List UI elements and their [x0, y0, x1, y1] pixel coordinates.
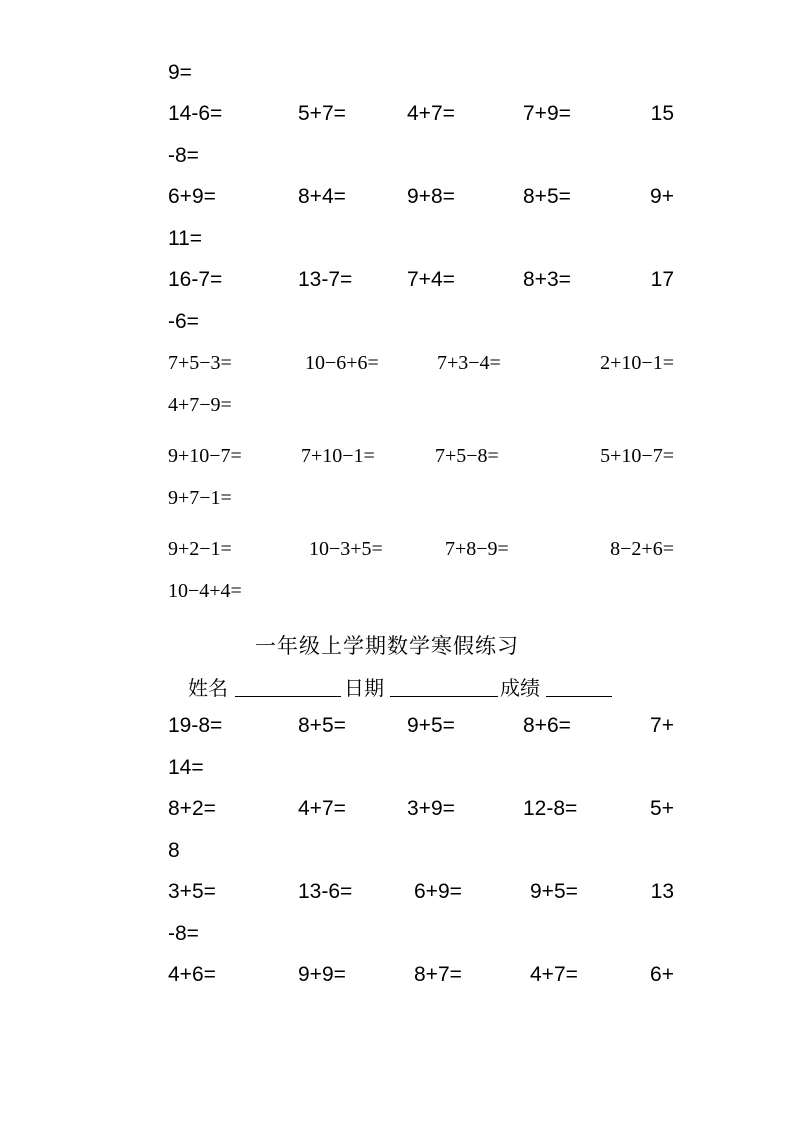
problem: 7+4=	[407, 268, 455, 291]
problem: 4+7=	[530, 963, 578, 986]
problem: 8+7=	[414, 963, 462, 986]
problem: 10−3+5=	[309, 538, 383, 560]
problem: 19-8=	[168, 714, 223, 737]
problem: 15	[650, 102, 674, 125]
problem: 8+3=	[523, 268, 571, 291]
problem: 4+7=	[407, 102, 455, 125]
problem: 5+7=	[298, 102, 346, 125]
problem: 8+5=	[523, 185, 571, 208]
worksheet-title: 一年级上学期数学寒假练习	[255, 634, 519, 658]
problem-line	[168, 714, 674, 738]
problem: 14-6=	[168, 102, 223, 125]
problem: 11=	[168, 227, 203, 250]
problem: 4+7=	[298, 797, 346, 820]
problem: 12-8=	[523, 797, 578, 820]
score-blank[interactable]	[546, 696, 612, 697]
problem: 3+5=	[168, 880, 216, 903]
problem: 17	[650, 268, 674, 291]
problem: 6+	[650, 963, 674, 986]
problem: 7+9=	[523, 102, 571, 125]
problem: 8+2=	[168, 797, 216, 820]
problem: 13	[650, 880, 674, 903]
problem-line	[168, 797, 674, 821]
problem-line	[168, 537, 674, 561]
problem: 9+8=	[407, 185, 455, 208]
problem: 14=	[168, 756, 204, 779]
problem: 3+9=	[407, 797, 455, 820]
problem-line	[168, 185, 674, 209]
problem: -8=	[168, 922, 199, 945]
name-label: 姓名	[188, 676, 228, 700]
date-blank[interactable]	[390, 696, 498, 697]
problem: 9=	[168, 61, 192, 84]
problem: 9+2−1=	[168, 538, 232, 560]
problem: 7+8−9=	[445, 538, 509, 560]
problem-line	[168, 351, 674, 375]
problem: 9+	[650, 185, 674, 208]
problem: 8	[168, 839, 180, 862]
problem: 10−4+4=	[168, 580, 242, 602]
problem: 9+7−1=	[168, 487, 232, 509]
problem-line	[168, 268, 674, 292]
problem: 16-7=	[168, 268, 223, 291]
problem-line	[168, 444, 674, 468]
problem: 8−2+6=	[610, 538, 674, 560]
date-label: 日期	[344, 676, 384, 700]
problem: 13-7=	[298, 268, 353, 291]
problem: 8+5=	[298, 714, 346, 737]
score-label: 成绩	[500, 676, 540, 700]
problem: 7+10−1=	[301, 445, 375, 467]
problem-line	[168, 880, 674, 904]
problem: 9+10−7=	[168, 445, 242, 467]
problem: 8+4=	[298, 185, 346, 208]
problem: 10−6+6=	[305, 352, 379, 374]
problem: 5+10−7=	[600, 445, 674, 467]
problem: 13-6=	[298, 880, 353, 903]
problem: 9+5=	[530, 880, 578, 903]
problem: 4+6=	[168, 963, 216, 986]
problem: -8=	[168, 144, 199, 167]
problem: 5+	[650, 797, 674, 820]
name-blank[interactable]	[235, 696, 341, 697]
problem: 8+6=	[523, 714, 571, 737]
problem: 7+5−8=	[435, 445, 499, 467]
problem: 7+3−4=	[437, 352, 501, 374]
problem: 7+	[650, 714, 674, 737]
problem-line	[168, 963, 674, 987]
problem: 9+5=	[407, 714, 455, 737]
problem: 2+10−1=	[600, 352, 674, 374]
problem: 6+9=	[168, 185, 216, 208]
problem: -6=	[168, 310, 199, 333]
problem-line	[168, 102, 674, 126]
problem: 7+5−3=	[168, 352, 232, 374]
problem: 9+9=	[298, 963, 346, 986]
problem: 6+9=	[414, 880, 462, 903]
problem: 4+7−9=	[168, 394, 232, 416]
